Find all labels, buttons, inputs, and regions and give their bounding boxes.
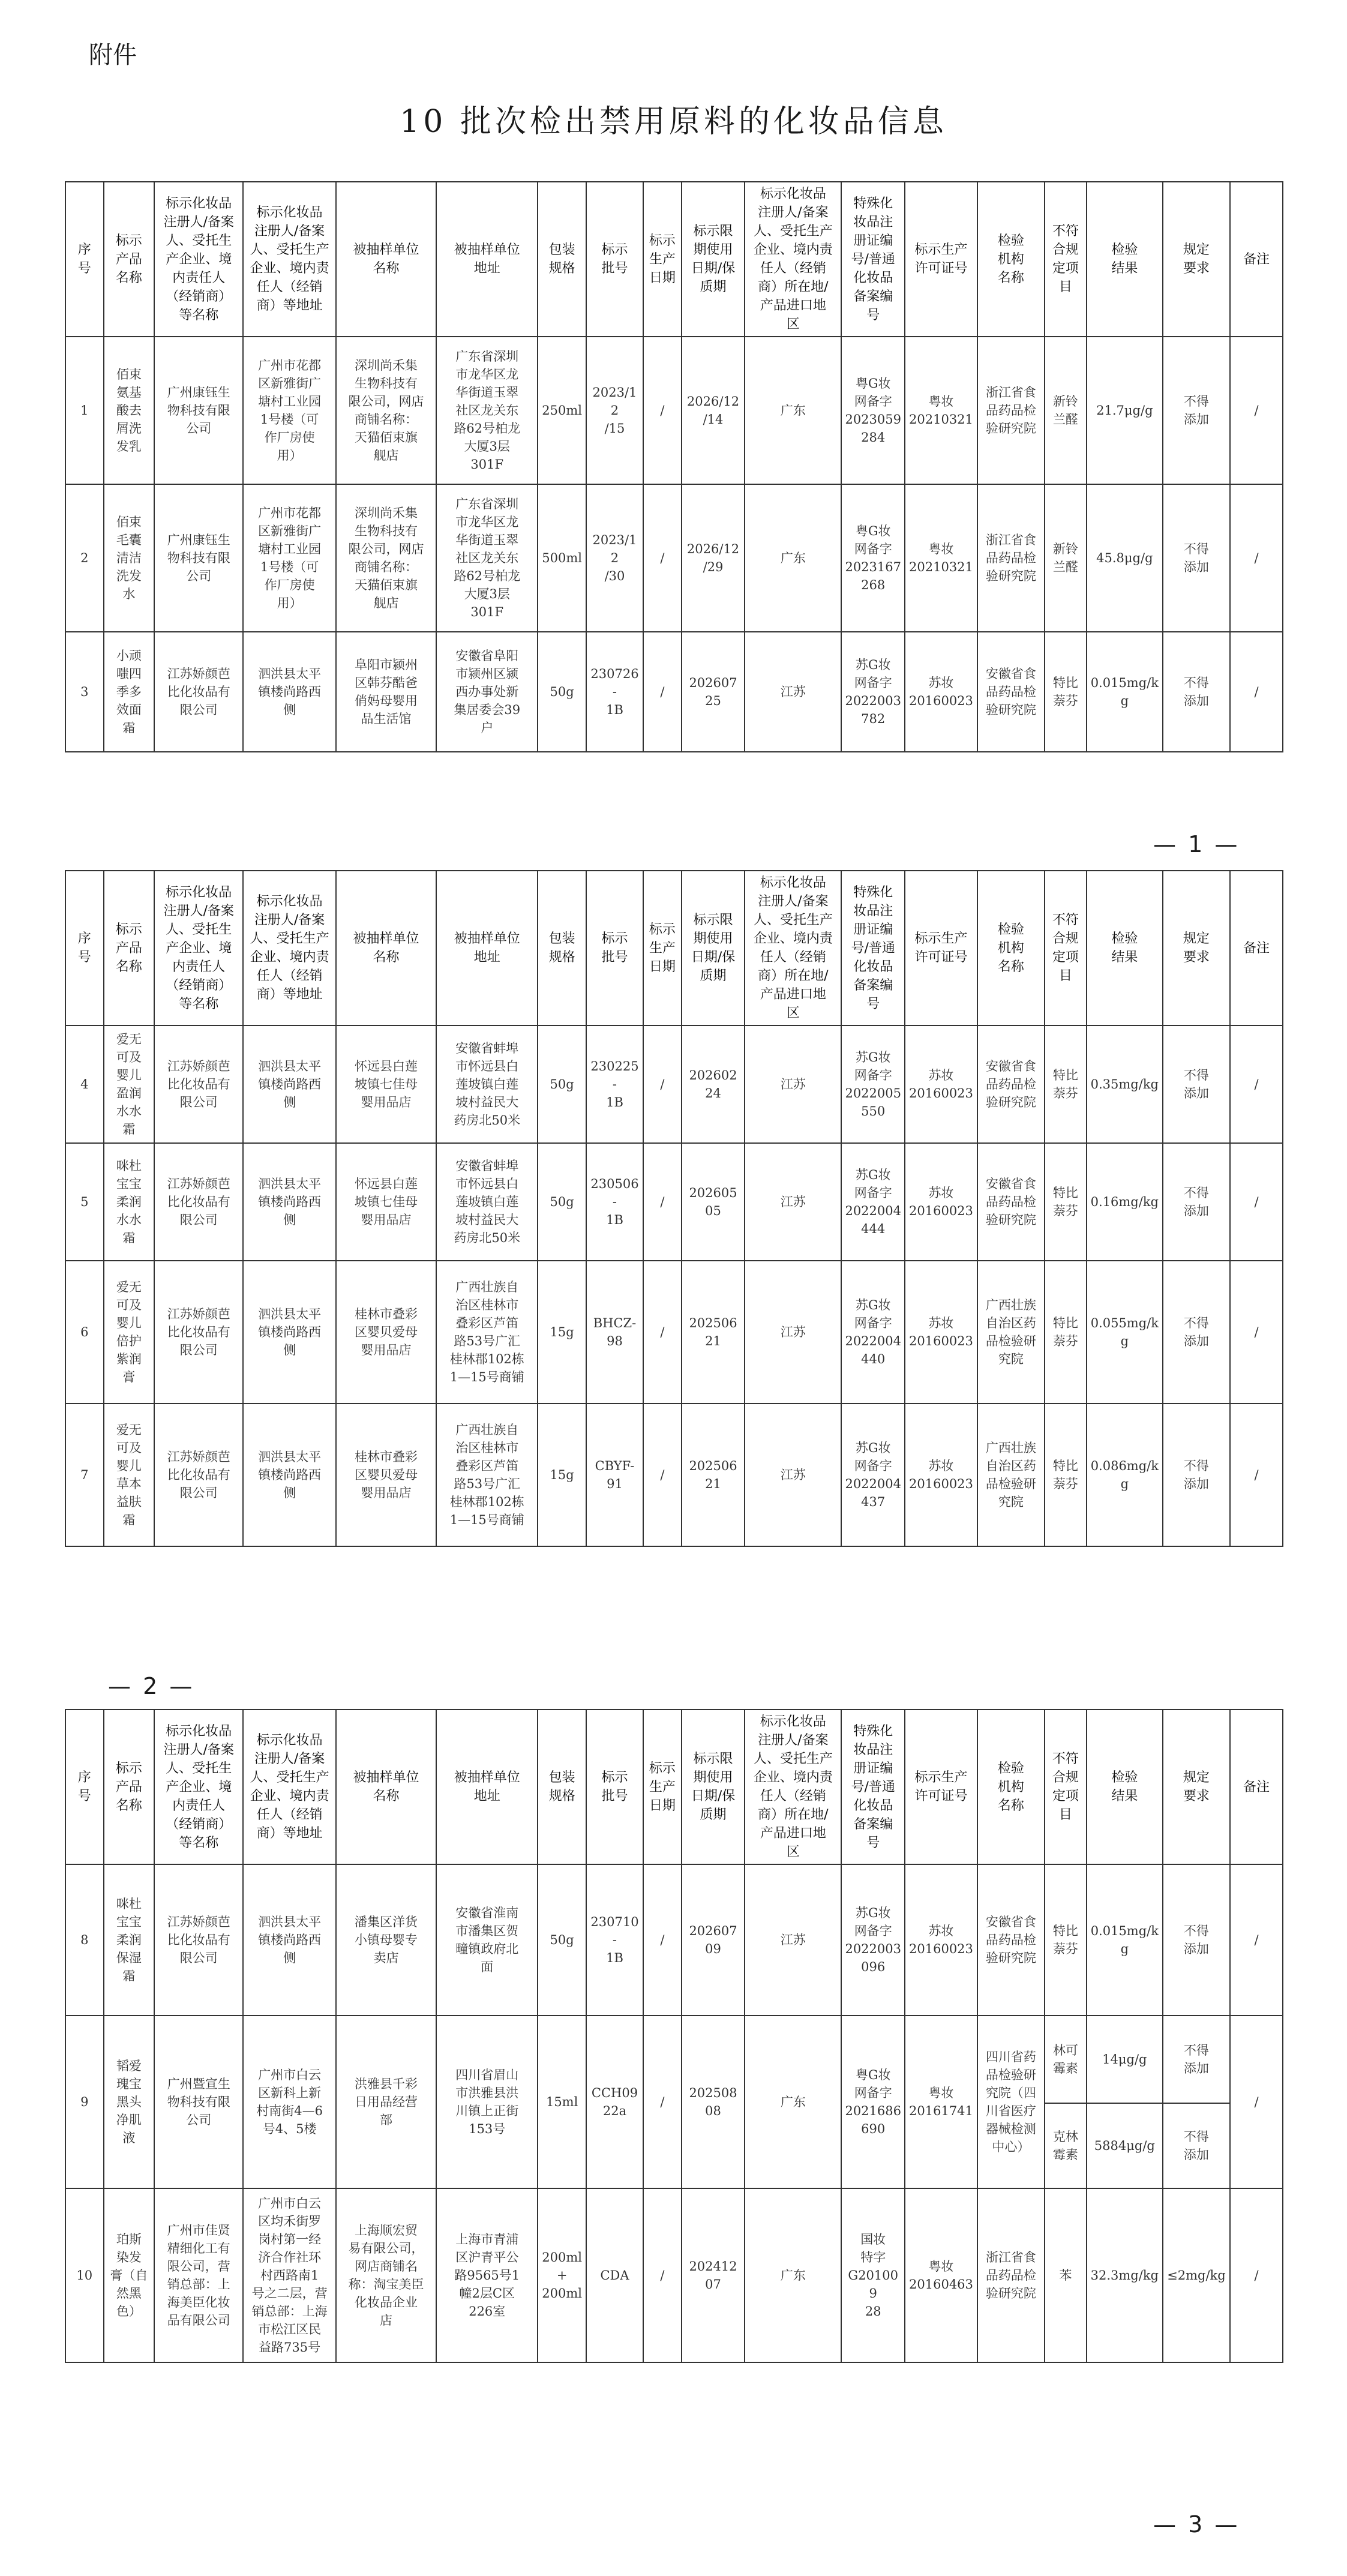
requirement-cell: 不得 添加 bbox=[1163, 632, 1230, 752]
column-header: 标示化妆品 注册人/备案 人、受托生产 企业、境内责 任人（经销 商）等地址 bbox=[243, 871, 336, 1025]
region-cell: 江苏 bbox=[745, 1261, 841, 1404]
nonconforming-item-cell: 特比 萘芬 bbox=[1045, 1025, 1087, 1143]
test-result-cell: 5884μg/g bbox=[1087, 2103, 1163, 2188]
sampled-unit-address-cell: 安徽省淮南 市潘集区贺 疃镇政府北 面 bbox=[436, 1864, 538, 2016]
sampled-unit-address-cell: 广东省深圳 市龙华区龙 华街道玉翠 社区龙关东 路62号柏龙 大厦3层 301F bbox=[436, 484, 538, 632]
column-header: 检验 结果 bbox=[1087, 182, 1163, 337]
table-row bbox=[65, 337, 1283, 484]
package-spec-cell: 50g bbox=[538, 1864, 586, 2016]
registrant-name-cell: 江苏娇颜芭 比化妆品有 限公司 bbox=[154, 1864, 243, 2016]
expiry-cell: 202412 07 bbox=[682, 2188, 745, 2362]
column-header: 包装 规格 bbox=[538, 871, 586, 1025]
batch-number-cell: 230506- 1B bbox=[586, 1143, 643, 1261]
batch-number-cell: CCH09 22a bbox=[586, 2016, 643, 2188]
region-cell: 广东 bbox=[745, 2016, 841, 2188]
production-license-cell: 苏妆 20160023 bbox=[905, 1025, 977, 1143]
requirement-cell: 不得 添加 bbox=[1163, 2016, 1230, 2103]
requirement-cell: 不得 添加 bbox=[1163, 1025, 1230, 1143]
requirement-cell: 不得 添加 bbox=[1163, 1143, 1230, 1261]
column-header: 标示 批号 bbox=[586, 182, 643, 337]
column-header: 标示 产品 名称 bbox=[104, 871, 155, 1025]
registrant-address-cell: 泗洪县太平 镇楼尚路西 侧 bbox=[243, 1261, 336, 1404]
column-header: 标示化妆品 注册人/备案 人、受托生 产企业、境 内责任人 （经销商） 等名称 bbox=[154, 182, 243, 337]
registration-number-cell: 粤G妆 网备字 2023167 268 bbox=[841, 484, 905, 632]
expiry-cell: 202506 21 bbox=[682, 1261, 745, 1404]
production-license-cell: 苏妆 20160023 bbox=[905, 632, 977, 752]
registrant-address-cell: 广州市花都 区新雅街广 塘村工业园 1号楼（可 作厂房使 用） bbox=[243, 337, 336, 484]
page-number: — 1 — bbox=[1153, 831, 1240, 857]
column-header: 被抽样单位 名称 bbox=[336, 1710, 436, 1864]
test-result-cell: 21.7μg/g bbox=[1087, 337, 1163, 484]
test-result-cell: 0.055mg/kg bbox=[1087, 1261, 1163, 1404]
nonconforming-item-cell: 特比 萘芬 bbox=[1045, 1404, 1087, 1546]
sampled-unit-name-cell: 潘集区洋货 小镇母婴专 卖店 bbox=[336, 1864, 436, 2016]
column-header: 标示化妆品 注册人/备案 人、受托生产 企业、境内责 任人（经销 商）等地址 bbox=[243, 1710, 336, 1864]
column-header: 规定 要求 bbox=[1163, 871, 1230, 1025]
expiry-cell: 202607 09 bbox=[682, 1864, 745, 2016]
table-page-3 bbox=[65, 1709, 1283, 2363]
package-spec-cell: 50g bbox=[538, 632, 586, 752]
production-license-cell: 苏妆 20160023 bbox=[905, 1404, 977, 1546]
column-header: 标示化妆品 注册人/备案 人、受托生 产企业、境 内责任人 （经销商） 等名称 bbox=[154, 1710, 243, 1864]
inspection-org-cell: 浙江省食 品药品检 验研究院 bbox=[977, 2188, 1045, 2362]
sampled-unit-name-cell: 阜阳市颍州 区韩芬酷爸 俏妈母婴用 品生活馆 bbox=[336, 632, 436, 752]
registrant-name-cell: 广州暨宣生 物科技有限 公司 bbox=[154, 2016, 243, 2188]
package-spec-cell: 50g bbox=[538, 1143, 586, 1261]
registrant-address-cell: 泗洪县太平 镇楼尚路西 侧 bbox=[243, 1864, 336, 2016]
remark-cell: / bbox=[1230, 337, 1283, 484]
column-header: 标示 生产 日期 bbox=[643, 1710, 682, 1864]
batch-number-cell: 2023/12 /30 bbox=[586, 484, 643, 632]
header-row bbox=[65, 1710, 1283, 1864]
nonconforming-item-cell: 特比 萘芬 bbox=[1045, 1864, 1087, 2016]
column-header: 被抽样单位 名称 bbox=[336, 182, 436, 337]
remark-cell: / bbox=[1230, 632, 1283, 752]
table-row bbox=[65, 1864, 1283, 2016]
nonconforming-item-cell: 苯 bbox=[1045, 2188, 1087, 2362]
column-header: 序 号 bbox=[65, 1710, 104, 1864]
sampled-unit-address-cell: 广西壮族自 治区桂林市 叠彩区芦笛 路53号广汇 桂林郡102栋 1—15号商铺 bbox=[436, 1261, 538, 1404]
sampled-unit-address-cell: 上海市青浦 区沪青平公 路9565号1 幢2层C区 226室 bbox=[436, 2188, 538, 2362]
serial-cell: 3 bbox=[65, 632, 104, 752]
package-spec-cell: 15g bbox=[538, 1261, 586, 1404]
registrant-name-cell: 江苏娇颜芭 比化妆品有 限公司 bbox=[154, 1261, 243, 1404]
nonconforming-item-cell: 克林 霉素 bbox=[1045, 2103, 1087, 2188]
production-date-cell: / bbox=[643, 2016, 682, 2188]
product-name-cell: 咪杜 宝宝 柔润 保湿 霜 bbox=[104, 1864, 155, 2016]
region-cell: 广东 bbox=[745, 2188, 841, 2362]
column-header: 标示限 期使用 日期/保 质期 bbox=[682, 1710, 745, 1864]
production-date-cell: / bbox=[643, 484, 682, 632]
expiry-cell: 202605 05 bbox=[682, 1143, 745, 1261]
production-date-cell: / bbox=[643, 1025, 682, 1143]
registrant-address-cell: 泗洪县太平 镇楼尚路西 侧 bbox=[243, 632, 336, 752]
registrant-name-cell: 广州康钰生 物科技有限 公司 bbox=[154, 484, 243, 632]
column-header: 标示 批号 bbox=[586, 871, 643, 1025]
batch-number-cell: 230710- 1B bbox=[586, 1864, 643, 2016]
requirement-cell: ≤2mg/kg bbox=[1163, 2188, 1230, 2362]
production-license-cell: 苏妆 20160023 bbox=[905, 1261, 977, 1404]
registrant-name-cell: 江苏娇颜芭 比化妆品有 限公司 bbox=[154, 1025, 243, 1143]
table-row bbox=[65, 2188, 1283, 2362]
product-name-cell: 珀斯 染发 膏（自 然黑 色） bbox=[104, 2188, 155, 2362]
expiry-cell: 2026/12 /14 bbox=[682, 337, 745, 484]
registrant-address-cell: 泗洪县太平 镇楼尚路西 侧 bbox=[243, 1025, 336, 1143]
registrant-address-cell: 泗洪县太平 镇楼尚路西 侧 bbox=[243, 1404, 336, 1546]
column-header: 标示化妆品 注册人/备案 人、受托生产 企业、境内责 任人（经销 商）所在地/ 产品进口地 区 bbox=[745, 182, 841, 337]
registration-number-cell: 苏G妆 网备字 2022003 096 bbox=[841, 1864, 905, 2016]
package-spec-cell: 200ml+ 200ml bbox=[538, 2188, 586, 2362]
sampled-unit-address-cell: 安徽省阜阳 市颍州区颍 西办事处新 集居委会39 户 bbox=[436, 632, 538, 752]
test-result-cell: 0.16mg/kg bbox=[1087, 1143, 1163, 1261]
serial-cell: 8 bbox=[65, 1864, 104, 2016]
production-date-cell: / bbox=[643, 1261, 682, 1404]
table-row bbox=[65, 2016, 1283, 2103]
column-header: 不符 合规 定项 目 bbox=[1045, 871, 1087, 1025]
column-header: 标示生产 许可证号 bbox=[905, 1710, 977, 1864]
expiry-cell: 2026/12 /29 bbox=[682, 484, 745, 632]
inspection-org-cell: 安徽省食 品药品检 验研究院 bbox=[977, 1025, 1045, 1143]
column-header: 标示化妆品 注册人/备案 人、受托生产 企业、境内责 任人（经销 商）所在地/ 产品进口地 区 bbox=[745, 871, 841, 1025]
sampled-unit-address-cell: 广东省深圳 市龙华区龙 华街道玉翠 社区龙关东 路62号柏龙 大厦3层 301F bbox=[436, 337, 538, 484]
remark-cell: / bbox=[1230, 1143, 1283, 1261]
production-license-cell: 粤妆 20161741 bbox=[905, 2016, 977, 2188]
production-date-cell: / bbox=[643, 2188, 682, 2362]
column-header: 规定 要求 bbox=[1163, 1710, 1230, 1864]
serial-cell: 4 bbox=[65, 1025, 104, 1143]
production-license-cell: 苏妆 20160023 bbox=[905, 1143, 977, 1261]
sampled-unit-name-cell: 洪雅县千彩 日用品经营 部 bbox=[336, 2016, 436, 2188]
column-header: 被抽样单位 名称 bbox=[336, 871, 436, 1025]
batch-number-cell: 230726- 1B bbox=[586, 632, 643, 752]
nonconforming-item-cell: 新铃 兰醛 bbox=[1045, 484, 1087, 632]
sampled-unit-name-cell: 桂林市叠彩 区婴贝爱母 婴用品店 bbox=[336, 1261, 436, 1404]
batch-number-cell: CBYF- 91 bbox=[586, 1404, 643, 1546]
expiry-cell: 202607 25 bbox=[682, 632, 745, 752]
registration-number-cell: 粤G妆 网备字 2021686 690 bbox=[841, 2016, 905, 2188]
registrant-name-cell: 江苏娇颜芭 比化妆品有 限公司 bbox=[154, 1143, 243, 1261]
column-header: 标示化妆品 注册人/备案 人、受托生 产企业、境 内责任人 （经销商） 等名称 bbox=[154, 871, 243, 1025]
registration-number-cell: 国妆 特字 G201009 28 bbox=[841, 2188, 905, 2362]
column-header: 检验 机构 名称 bbox=[977, 871, 1045, 1025]
column-header: 标示化妆品 注册人/备案 人、受托生产 企业、境内责 任人（经销 商）所在地/ 产品进口地 区 bbox=[745, 1710, 841, 1864]
remark-cell: / bbox=[1230, 1864, 1283, 2016]
serial-cell: 10 bbox=[65, 2188, 104, 2362]
column-header: 检验 机构 名称 bbox=[977, 1710, 1045, 1864]
serial-cell: 9 bbox=[65, 2016, 104, 2188]
column-header: 标示 生产 日期 bbox=[643, 182, 682, 337]
column-header: 被抽样单位 地址 bbox=[436, 871, 538, 1025]
registrant-address-cell: 广州市白云 区均禾街罗 岗村第一经 济合作社环 村西路南1 号之二层，营 销总部：上海 市松江区民 益路735号 bbox=[243, 2188, 336, 2362]
production-date-cell: / bbox=[643, 632, 682, 752]
region-cell: 江苏 bbox=[745, 1025, 841, 1143]
registrant-address-cell: 广州市白云 区新科上新 村南街4—6 号4、5楼 bbox=[243, 2016, 336, 2188]
remark-cell: / bbox=[1230, 2188, 1283, 2362]
product-name-cell: 爱无 可及 婴儿 草本 益肤 霜 bbox=[104, 1404, 155, 1546]
table-row bbox=[65, 1404, 1283, 1546]
expiry-cell: 202508 08 bbox=[682, 2016, 745, 2188]
production-date-cell: / bbox=[643, 337, 682, 484]
production-license-cell: 粤妆 20210321 bbox=[905, 337, 977, 484]
remark-cell: / bbox=[1230, 484, 1283, 632]
package-spec-cell: 500ml bbox=[538, 484, 586, 632]
region-cell: 江苏 bbox=[745, 1404, 841, 1546]
column-header: 备注 bbox=[1230, 1710, 1283, 1864]
production-license-cell: 苏妆 20160023 bbox=[905, 1864, 977, 2016]
column-header: 检验 机构 名称 bbox=[977, 182, 1045, 337]
inspection-org-cell: 广西壮族 自治区药 品检验研 究院 bbox=[977, 1404, 1045, 1546]
column-header: 规定 要求 bbox=[1163, 182, 1230, 337]
production-date-cell: / bbox=[643, 1864, 682, 2016]
attachment-label: 附件 bbox=[89, 41, 137, 69]
test-result-cell: 0.015mg/kg bbox=[1087, 1864, 1163, 2016]
serial-cell: 2 bbox=[65, 484, 104, 632]
inspection-org-cell: 安徽省食 品药品检 验研究院 bbox=[977, 1143, 1045, 1261]
column-header: 被抽样单位 地址 bbox=[436, 182, 538, 337]
product-name-cell: 爱无 可及 婴儿 盈润 水水 霜 bbox=[104, 1025, 155, 1143]
sampled-unit-name-cell: 桂林市叠彩 区婴贝爱母 婴用品店 bbox=[336, 1404, 436, 1546]
expiry-cell: 202602 24 bbox=[682, 1025, 745, 1143]
product-name-cell: 佰束 氨基 酸去 屑洗 发乳 bbox=[104, 337, 155, 484]
column-header: 特殊化 妆品注 册证编 号/普通 化妆品 备案编 号 bbox=[841, 182, 905, 337]
registrant-name-cell: 广州市佳贤 精细化工有 限公司，营 销总部：上 海美臣化妆 品有限公司 bbox=[154, 2188, 243, 2362]
sampled-unit-name-cell: 深圳尚禾集 生物科技有 限公司，网店 商铺名称： 天猫佰束旗 舰店 bbox=[336, 337, 436, 484]
package-spec-cell: 250ml bbox=[538, 337, 586, 484]
column-header: 标示化妆品 注册人/备案 人、受托生产 企业、境内责 任人（经销 商）等地址 bbox=[243, 182, 336, 337]
sampled-unit-name-cell: 怀远县白莲 坡镇七佳母 婴用品店 bbox=[336, 1143, 436, 1261]
serial-cell: 7 bbox=[65, 1404, 104, 1546]
column-header: 标示生产 许可证号 bbox=[905, 182, 977, 337]
registration-number-cell: 苏G妆 网备字 2022003 782 bbox=[841, 632, 905, 752]
region-cell: 江苏 bbox=[745, 1864, 841, 2016]
registrant-address-cell: 泗洪县太平 镇楼尚路西 侧 bbox=[243, 1143, 336, 1261]
nonconforming-item-cell: 林可 霉素 bbox=[1045, 2016, 1087, 2103]
product-name-cell: 小顽 嗤四 季多 效面 霜 bbox=[104, 632, 155, 752]
region-cell: 广东 bbox=[745, 337, 841, 484]
requirement-cell: 不得 添加 bbox=[1163, 484, 1230, 632]
nonconforming-item-cell: 特比 萘芬 bbox=[1045, 1261, 1087, 1404]
product-name-cell: 咪杜 宝宝 柔润 水水 霜 bbox=[104, 1143, 155, 1261]
registration-number-cell: 粤G妆 网备字 2023059 284 bbox=[841, 337, 905, 484]
package-spec-cell: 50g bbox=[538, 1025, 586, 1143]
requirement-cell: 不得 添加 bbox=[1163, 337, 1230, 484]
inspection-org-cell: 安徽省食 品药品检 验研究院 bbox=[977, 632, 1045, 752]
registration-number-cell: 苏G妆 网备字 2022004 440 bbox=[841, 1261, 905, 1404]
batch-number-cell: BHCZ- 98 bbox=[586, 1261, 643, 1404]
table-row bbox=[65, 632, 1283, 752]
region-cell: 广东 bbox=[745, 484, 841, 632]
test-result-cell: 14μg/g bbox=[1087, 2016, 1163, 2103]
requirement-cell: 不得 添加 bbox=[1163, 1404, 1230, 1546]
serial-cell: 5 bbox=[65, 1143, 104, 1261]
package-spec-cell: 15g bbox=[538, 1404, 586, 1546]
production-license-cell: 粤妆 20160463 bbox=[905, 2188, 977, 2362]
sampled-unit-address-cell: 广西壮族自 治区桂林市 叠彩区芦笛 路53号广汇 桂林郡102栋 1—15号商铺 bbox=[436, 1404, 538, 1546]
column-header: 被抽样单位 地址 bbox=[436, 1710, 538, 1864]
header-row bbox=[65, 871, 1283, 1025]
region-cell: 江苏 bbox=[745, 1143, 841, 1261]
requirement-cell: 不得 添加 bbox=[1163, 1864, 1230, 2016]
registrant-address-cell: 广州市花都 区新雅街广 塘村工业园 1号楼（可 作厂房使 用） bbox=[243, 484, 336, 632]
table-row bbox=[65, 1025, 1283, 1143]
test-result-cell: 0.35mg/kg bbox=[1087, 1025, 1163, 1143]
expiry-cell: 202506 21 bbox=[682, 1404, 745, 1546]
column-header: 特殊化 妆品注 册证编 号/普通 化妆品 备案编 号 bbox=[841, 1710, 905, 1864]
sampled-unit-name-cell: 上海顺宏贸 易有限公司， 网店商铺名 称：淘宝美臣 化妆品企业 店 bbox=[336, 2188, 436, 2362]
column-header: 标示限 期使用 日期/保 质期 bbox=[682, 871, 745, 1025]
remark-cell: / bbox=[1230, 1261, 1283, 1404]
column-header: 标示生产 许可证号 bbox=[905, 871, 977, 1025]
column-header: 检验 结果 bbox=[1087, 1710, 1163, 1864]
product-name-cell: 佰束 毛囊 清洁 洗发 水 bbox=[104, 484, 155, 632]
inspection-org-cell: 安徽省食 品药品检 验研究院 bbox=[977, 1864, 1045, 2016]
registration-number-cell: 苏G妆 网备字 2022004 437 bbox=[841, 1404, 905, 1546]
header-row bbox=[65, 182, 1283, 337]
test-result-cell: 45.8μg/g bbox=[1087, 484, 1163, 632]
page-number: — 2 — bbox=[108, 1673, 195, 1699]
nonconforming-item-cell: 新铃 兰醛 bbox=[1045, 337, 1087, 484]
remark-cell: / bbox=[1230, 2016, 1283, 2188]
batch-number-cell: 2023/12 /15 bbox=[586, 337, 643, 484]
page-number: — 3 — bbox=[1153, 2511, 1240, 2538]
registrant-name-cell: 江苏娇颜芭 比化妆品有 限公司 bbox=[154, 632, 243, 752]
nonconforming-item-cell: 特比 萘芬 bbox=[1045, 632, 1087, 752]
production-license-cell: 粤妆 20210321 bbox=[905, 484, 977, 632]
region-cell: 江苏 bbox=[745, 632, 841, 752]
serial-cell: 1 bbox=[65, 337, 104, 484]
column-header: 备注 bbox=[1230, 871, 1283, 1025]
column-header: 标示 产品 名称 bbox=[104, 1710, 155, 1864]
inspection-org-cell: 四川省药 品检验研 究院（四 川省医疗 器械检测 中心） bbox=[977, 2016, 1045, 2188]
inspection-org-cell: 浙江省食 品药品检 验研究院 bbox=[977, 484, 1045, 632]
serial-cell: 6 bbox=[65, 1261, 104, 1404]
inspection-org-cell: 浙江省食 品药品检 验研究院 bbox=[977, 337, 1045, 484]
inspection-org-cell: 广西壮族 自治区药 品检验研 究院 bbox=[977, 1261, 1045, 1404]
registrant-name-cell: 广州康钰生 物科技有限 公司 bbox=[154, 337, 243, 484]
table-row bbox=[65, 1261, 1283, 1404]
column-header: 序 号 bbox=[65, 871, 104, 1025]
sampled-unit-name-cell: 深圳尚禾集 生物科技有 限公司，网店 商铺名称： 天猫佰束旗 舰店 bbox=[336, 484, 436, 632]
batch-number-cell: 230225- 1B bbox=[586, 1025, 643, 1143]
table-page-1 bbox=[65, 181, 1283, 752]
column-header: 标示 批号 bbox=[586, 1710, 643, 1864]
remark-cell: / bbox=[1230, 1404, 1283, 1546]
column-header: 标示限 期使用 日期/保 质期 bbox=[682, 182, 745, 337]
product-name-cell: 韬爱 瑰宝 黑头 净肌 液 bbox=[104, 2016, 155, 2188]
registration-number-cell: 苏G妆 网备字 2022004 444 bbox=[841, 1143, 905, 1261]
table-row bbox=[65, 1143, 1283, 1261]
sampled-unit-address-cell: 四川省眉山 市洪雅县洪 川镇上正街 153号 bbox=[436, 2016, 538, 2188]
batch-number-cell: CDA bbox=[586, 2188, 643, 2362]
remark-cell: / bbox=[1230, 1025, 1283, 1143]
column-header: 不符 合规 定项 目 bbox=[1045, 1710, 1087, 1864]
column-header: 包装 规格 bbox=[538, 182, 586, 337]
column-header: 标示 产品 名称 bbox=[104, 182, 155, 337]
requirement-cell: 不得 添加 bbox=[1163, 2103, 1230, 2188]
column-header: 备注 bbox=[1230, 182, 1283, 337]
table-row bbox=[65, 484, 1283, 632]
column-header: 包装 规格 bbox=[538, 1710, 586, 1864]
requirement-cell: 不得 添加 bbox=[1163, 1261, 1230, 1404]
test-result-cell: 0.086mg/kg bbox=[1087, 1404, 1163, 1546]
production-date-cell: / bbox=[643, 1404, 682, 1546]
product-name-cell: 爱无 可及 婴儿 倍护 紫润 膏 bbox=[104, 1261, 155, 1404]
registration-number-cell: 苏G妆 网备字 2022005 550 bbox=[841, 1025, 905, 1143]
test-result-cell: 0.015mg/kg bbox=[1087, 632, 1163, 752]
table-page-2 bbox=[65, 870, 1283, 1547]
test-result-cell: 32.3mg/kg bbox=[1087, 2188, 1163, 2362]
sampled-unit-name-cell: 怀远县白莲 坡镇七佳母 婴用品店 bbox=[336, 1025, 436, 1143]
column-header: 序 号 bbox=[65, 182, 104, 337]
column-header: 检验 结果 bbox=[1087, 871, 1163, 1025]
column-header: 特殊化 妆品注 册证编 号/普通 化妆品 备案编 号 bbox=[841, 871, 905, 1025]
production-date-cell: / bbox=[643, 1143, 682, 1261]
registrant-name-cell: 江苏娇颜芭 比化妆品有 限公司 bbox=[154, 1404, 243, 1546]
column-header: 标示 生产 日期 bbox=[643, 871, 682, 1025]
column-header: 不符 合规 定项 目 bbox=[1045, 182, 1087, 337]
document-title: 10 批次检出禁用原料的化妆品信息 bbox=[400, 104, 947, 140]
sampled-unit-address-cell: 安徽省蚌埠 市怀远县白 莲坡镇白莲 坡村益民大 药房北50米 bbox=[436, 1143, 538, 1261]
package-spec-cell: 15ml bbox=[538, 2016, 586, 2188]
nonconforming-item-cell: 特比 萘芬 bbox=[1045, 1143, 1087, 1261]
sampled-unit-address-cell: 安徽省蚌埠 市怀远县白 莲坡镇白莲 坡村益民大 药房北50米 bbox=[436, 1025, 538, 1143]
